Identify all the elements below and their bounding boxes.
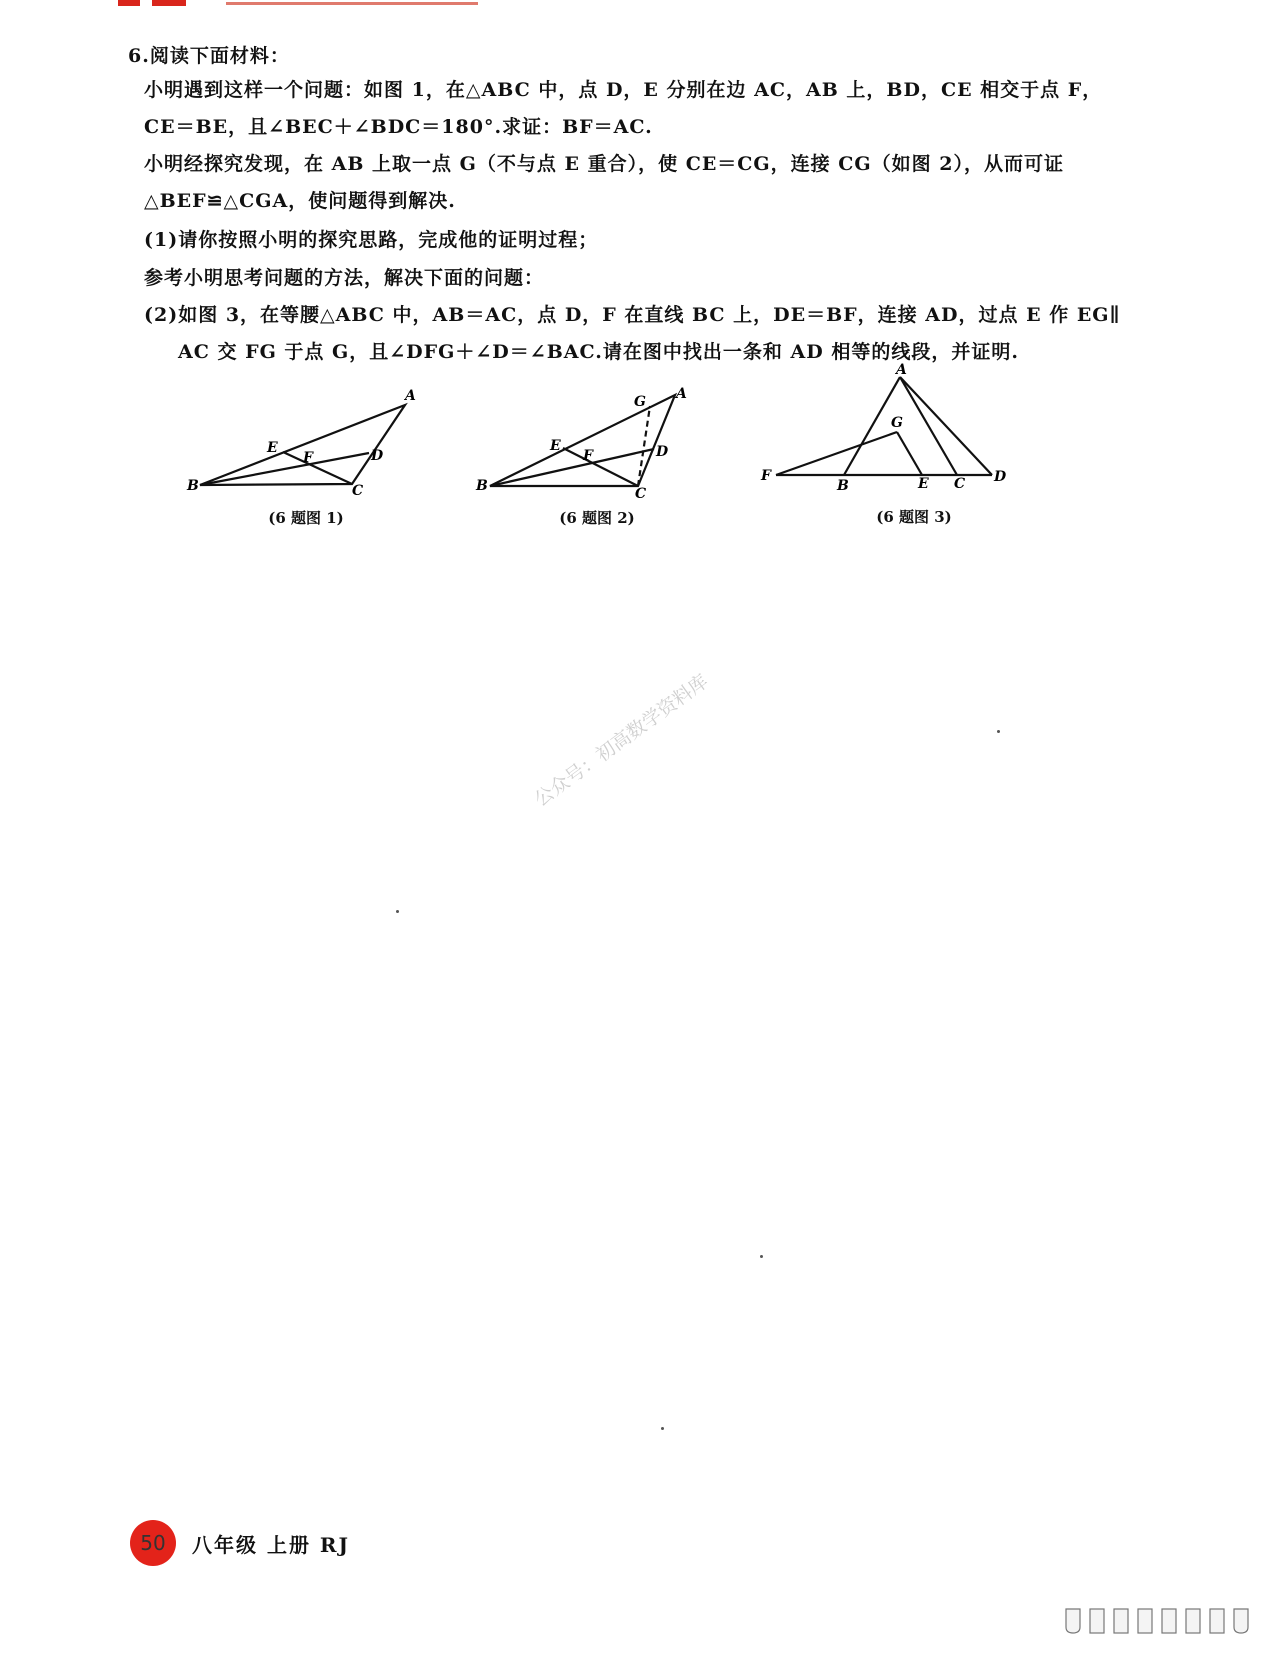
part-1-text: (1)请你按照小明的探究思路，完成他的证明过程； xyxy=(144,229,599,251)
scan-speck xyxy=(661,1427,664,1430)
figure-1-diagram xyxy=(180,380,430,510)
text-line: CE＝BE，且∠BEC＋∠BDC＝180°.求证：BF＝AC. xyxy=(144,116,653,138)
figure-2-diagram xyxy=(470,380,720,510)
header-mark xyxy=(118,0,140,6)
label-c: C xyxy=(635,486,647,502)
figure-1-caption: (6 题图 1) xyxy=(268,509,344,527)
figure-3-caption: (6 题图 3) xyxy=(876,508,952,526)
header-underline xyxy=(226,2,478,5)
segment-fg xyxy=(776,432,897,475)
page-number-badge: 50 xyxy=(130,1520,176,1566)
label-g: G xyxy=(891,415,903,431)
label-d: D xyxy=(656,444,669,460)
label-d: D xyxy=(994,469,1007,485)
scan-speck xyxy=(396,910,399,913)
label-a: A xyxy=(896,362,907,378)
label-b: B xyxy=(837,478,849,494)
figure-3-diagram xyxy=(752,360,1022,500)
label-b: B xyxy=(476,478,488,494)
figure-3 xyxy=(752,360,1022,500)
label-f: F xyxy=(583,448,593,464)
text-line: (2)如图 3，在等腰△ABC 中，AB＝AC，点 D，F 在直线 BC 上，DE＝BF，连接 AD，过点 E 作 EG∥ xyxy=(144,304,1121,326)
text-line: 小明经探究发现，在 AB 上取一点 G（不与点 E 重合），使 CE＝CG，连接 CG（如图 2），从而可证 xyxy=(144,153,1064,175)
segment-ac xyxy=(900,377,957,475)
bookmark-strip-icon xyxy=(1062,1605,1252,1637)
watermark-text: 公众号：初高数学资料库 xyxy=(530,670,713,812)
scan-speck xyxy=(997,730,1000,733)
reference-text: 参考小明思考问题的方法，解决下面的问题： xyxy=(144,267,545,289)
problem-paragraph-1 xyxy=(144,72,1140,146)
segment-eg xyxy=(897,432,922,475)
text-line: 小明遇到这样一个问题：如图 1，在△ABC 中，点 D，E 分别在边 AC，AB 上，BD，CE 相交于点 F， xyxy=(144,79,1103,101)
label-a: A xyxy=(676,386,687,402)
text-line: △BEF≌△CGA，使问题得到解决. xyxy=(144,190,456,212)
label-e: E xyxy=(550,438,561,454)
page-footer xyxy=(130,1520,350,1566)
figure-1 xyxy=(180,380,430,510)
label-e: E xyxy=(267,440,278,456)
label-d: D xyxy=(371,448,384,464)
label-e: E xyxy=(918,476,929,492)
text-line: AC 交 FG 于点 G，且∠DFG＋∠D＝∠BAC.请在图中找出一条和 AD 相等的线段，并证明. xyxy=(178,341,1019,363)
label-g: G xyxy=(634,394,646,410)
grade-label: 八年级 上册 RJ xyxy=(192,1532,351,1557)
figure-2 xyxy=(470,380,720,510)
top-header-bar xyxy=(118,0,478,6)
triangle-abc xyxy=(200,405,405,485)
scan-speck xyxy=(760,1255,763,1258)
header-mark xyxy=(152,0,186,6)
label-c: C xyxy=(954,476,966,492)
triangle-abc xyxy=(490,395,675,486)
problem-title: 6.阅读下面材料： xyxy=(128,45,290,67)
label-a: A xyxy=(405,388,416,404)
figure-2-caption: (6 题图 2) xyxy=(559,509,635,527)
problem-paragraph-2 xyxy=(144,146,1140,220)
label-f: F xyxy=(303,450,313,466)
label-c: C xyxy=(352,483,364,499)
label-f: F xyxy=(761,468,771,484)
label-b: B xyxy=(187,478,199,494)
